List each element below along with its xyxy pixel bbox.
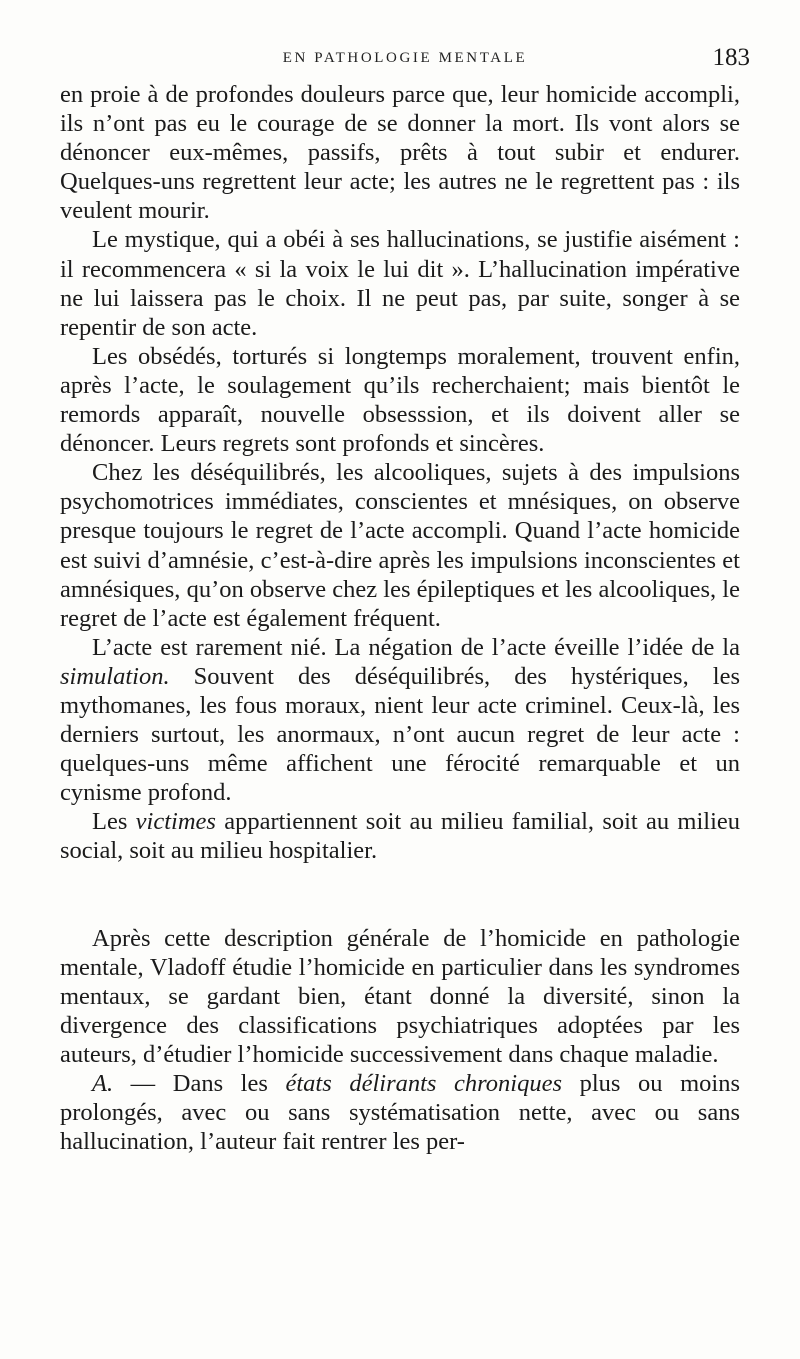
paragraph-2: Le mystique, qui a obéi à ses hallucinations, se justifie aisément : il recommencera « si la voix le lui dit ». L’hallucination impérative ne lui laissera pas le choix. Il ne peut pas, par suite, songer à se repentir de son acte.: [60, 226, 740, 341]
paragraph-5-text-start: L’acte est rarement nié. La négation de l’acte éveille l’idée de la: [92, 633, 740, 661]
paragraph-6-emphasis: victimes: [135, 808, 216, 836]
paragraph-8-text-end: plus ou moins prolongés, avec ou sans systématisation nette, avec ou sans hallucination, l’auteur fait rentrer les per-: [60, 1070, 740, 1156]
paragraph-8-text-start: — Dans les: [113, 1070, 286, 1097]
paragraph-6-text-start: Les: [92, 808, 136, 836]
paragraph-5: [60, 633, 740, 808]
running-title: EN PATHOLOGIE MENTALE: [282, 50, 528, 66]
paragraph-5-emphasis: simulation.: [60, 662, 170, 690]
paragraph-1: en proie à de profondes douleurs parce que, leur homicide accompli, ils n’ont pas eu le courage de se donner la mort. Ils vont alors se dénoncer eux-mêmes, passifs, prêts à tout subir et endurer. Quelques-uns regrettent leur acte; les autres ne le regrettent pas : ils veulent mourir.: [60, 81, 740, 225]
section-label: A.: [92, 1070, 114, 1097]
paragraph-8: [60, 1069, 740, 1156]
paragraph-8-emphasis: états délirants chroniques: [285, 1070, 562, 1097]
paragraph-5-text-end: Souvent des déséquilibrés, des hystériques, les mythomanes, les fous moraux, nient leur acte criminel. Ceux-là, les derniers surtout, les anormaux, n’ont aucun regret de leur acte : quelques-uns même affichent une férocité remarquable et un cynisme profond.: [60, 662, 740, 807]
paragraph-7: Après cette description générale de l’homicide en pathologie mentale, Vladoff étudie l’homicide en particulier dans les syndromes mentaux, se gardant bien, étant donné la diversité, sinon la divergence des classifications psychiatriques adoptées par les auteurs, d’étudier l’homicide successivement dans chaque maladie.: [60, 924, 740, 1068]
body-text: [60, 80, 740, 1156]
paragraph-6-text-end: appartiennent soit au milieu familial, soit au milieu social, soit au milieu hospitalier.: [60, 808, 740, 865]
paragraph-4: Chez les déséquilibrés, les alcooliques, sujets à des impulsions psychomotrices immédiates, conscientes et mnésiques, on observe presque toujours le regret de l’acte accompli. Quand l’acte homicide est suivi d’amnésie, c’est-à-dire après les impulsions inconscientes et amnésiques, qu’on observe chez les épileptiques et les alcooliques, le regret de l’acte est également fréquent.: [60, 459, 740, 632]
page-number: 183: [712, 44, 750, 71]
paragraph-3: Les obsédés, torturés si longtemps moralement, trouvent enfin, après l’acte, le soulagement qu’ils recherchaient; mais bientôt le remords apparaît, nouvelle obsesssion, et ils doivent aller se dénoncer. Leurs regrets sont profonds et sincères.: [60, 342, 740, 458]
running-head: [60, 44, 750, 80]
paragraph-6: [60, 807, 740, 865]
